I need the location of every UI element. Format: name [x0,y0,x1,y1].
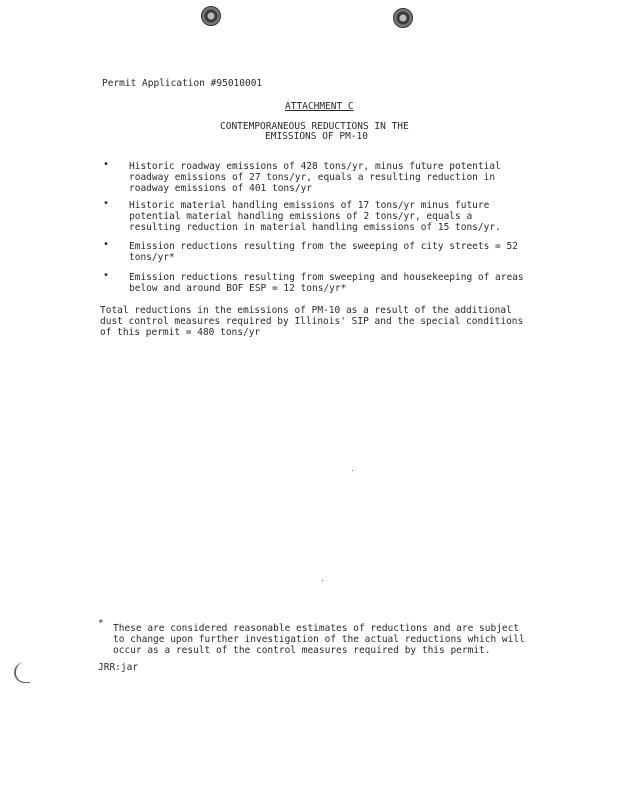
bullet-1-line-1: Historic roadway emissions of 428 tons/yr, minus future potential [129,161,501,172]
footnote-line-2: to change upon further investigation of the actual reductions which will [113,634,525,645]
bullet-4-line-2: below and around BOF ESP = 12 tons/yr* [129,283,347,294]
scan-speck [352,470,353,471]
summary-line-2: dust control measures required by Illinois' SIP and the special conditions [100,316,524,327]
bullet-2-line-3: resulting reduction in material handling emissions of 15 tons/yr. [129,222,501,233]
bullet-marker: • [103,270,110,281]
permit-application-number: Permit Application #95010001 [102,78,263,89]
bullet-1-line-2: roadway emissions of 27 tons/yr, equals a resulting reduction in [129,172,496,183]
title-line-2: EMISSIONS OF PM-10 [265,131,368,142]
punch-hole-left-icon [201,6,221,26]
footnote-marker: * [98,618,104,629]
bullet-3-line-1: Emission reductions resulting from the sweeping of city streets = 52 [129,241,518,252]
bullet-1-line-3: roadway emissions of 401 tons/yr [129,183,313,194]
bullet-marker: • [103,198,110,209]
typist-initials: JRR:jar [98,662,139,673]
scan-edge-mark [14,662,30,683]
title-line-1: CONTEMPORANEOUS REDUCTIONS IN THE [220,121,409,132]
bullet-2-line-1: Historic material handling emissions of 17 tons/yr minus future [129,200,490,211]
scan-speck [322,580,323,581]
punch-hole-right-icon [393,8,413,28]
bullet-2-line-2: potential material handling emissions of 2 tons/yr, equals a [129,211,473,222]
footnote-line-3: occur as a result of the control measures required by this permit. [113,645,491,656]
bullet-4-line-1: Emission reductions resulting from sweeping and housekeeping of areas [129,272,524,283]
summary-line-3: of this permit = 480 tons/yr [100,327,261,338]
bullet-marker: • [103,239,110,250]
footnote-line-1: These are considered reasonable estimates of reductions and are subject [113,623,520,634]
bullet-3-line-2: tons/yr* [129,252,175,263]
summary-line-1: Total reductions in the emissions of PM-10 as a result of the additional [100,305,512,316]
attachment-label: ATTACHMENT C [285,101,354,112]
bullet-marker: • [103,159,110,170]
